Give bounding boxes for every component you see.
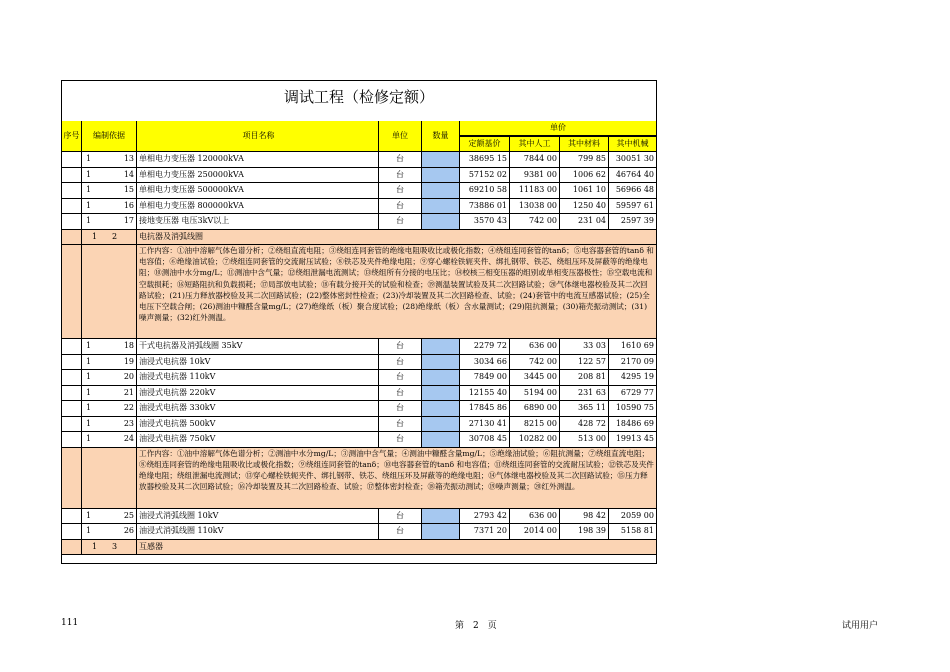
row-no [62, 370, 82, 385]
quantity-input[interactable] [422, 152, 460, 167]
table-row [62, 199, 656, 215]
row-material: 231 63 [560, 386, 609, 401]
row-basis [82, 339, 137, 354]
section-row [62, 230, 656, 246]
row-material: 33 03 [560, 339, 609, 354]
row-material: 208 81 [560, 370, 609, 385]
section-row [62, 540, 656, 556]
quantity-input[interactable] [422, 401, 460, 416]
row-machine: 10590 75 [615, 403, 654, 412]
row-no [62, 524, 82, 539]
row-machine: 46764 40 [615, 169, 654, 179]
table-row [62, 524, 656, 540]
table-header-row-2 [62, 137, 656, 153]
row-machine: 18486 69 [615, 418, 654, 428]
quota-sheet [61, 80, 657, 564]
row-name: 油浸式电抗器 500kV [137, 417, 379, 432]
row-unit: 台 [379, 152, 422, 167]
basis-part-a: 1 [86, 169, 92, 179]
row-basis [82, 355, 137, 370]
table-row [62, 509, 656, 525]
basis-part-b: 24 [123, 434, 134, 443]
row-labor: 7844 00 [510, 152, 560, 167]
quantity-input[interactable] [422, 199, 460, 214]
basis-part-a: 1 [86, 356, 92, 366]
footer-left: 111 [61, 618, 79, 628]
row-material: 513 00 [560, 432, 609, 447]
row-name: 油浸式电抗器 330kV [137, 401, 379, 416]
row-basis [82, 509, 137, 524]
row-material: 1006 62 [560, 168, 609, 183]
header-base: 定额基价 [460, 137, 510, 152]
basis-part-a: 1 [86, 216, 92, 225]
row-basis [82, 168, 137, 183]
basis-part-a: 1 [86, 200, 92, 210]
row-basis [82, 152, 137, 167]
section-part-a: 1 [92, 231, 98, 241]
row-unit: 台 [379, 339, 422, 354]
table-row [62, 152, 656, 168]
basis-part-a: 1 [86, 403, 92, 412]
row-name: 油浸式电抗器 10kV [137, 355, 379, 370]
row-base-price: 7371 20 [460, 524, 510, 539]
row-no [62, 214, 82, 229]
row-unit: 台 [379, 401, 422, 416]
basis-part-b: 18 [123, 341, 134, 350]
section-part-b: 2 [112, 231, 118, 241]
row-name: 油浸式消弧线圈 110kV [137, 524, 379, 539]
row-basis [82, 401, 137, 416]
footer-user: 试用用户 [842, 621, 879, 631]
row-base-price: 57152 02 [460, 168, 510, 183]
table-row [62, 214, 656, 230]
row-basis [82, 417, 137, 432]
row-machine: 5158 81 [620, 526, 654, 535]
header-basis: 编制依据 [82, 121, 137, 152]
row-labor: 636 00 [510, 339, 560, 354]
row-unit: 台 [379, 509, 422, 524]
basis-part-a: 1 [86, 526, 92, 535]
work-content-text: 工作内容：①油中溶解气体色谱分析；②测油中水分mg/L；③测油中含气量；④测油中糠醛含量mg/L；⑤绝缘油试验；⑥阻抗测量；⑦绕组直流电阻；⑧绕组连同套管的绝缘电阻吸收比或极化指数；⑨绕组连同套管的tanδ；⑩电容器套管的tanδ 和电容值；⑪绕组连同套管的交流耐压试验；⑫铁芯及夹件绝缘电阻；绕组泄漏电流测试；⑬穿心螺栓铁轭夹件、绑扎钢带、铁芯、绕组压环及屏蔽等的绝缘电阻；⑭气体继电器校验及其二次回路试验；⑮压力释放器校验及其二次回路试验；⑯冷却装置及其二次回路检查、试验；⑰整体密封检查；⑱箱壳振动测试；⑲噪声测量；⑳红外测温。 [139, 448, 654, 492]
row-basis [82, 199, 137, 214]
table-row [62, 339, 656, 355]
row-basis [82, 386, 137, 401]
row-base-price: 17845 86 [460, 401, 510, 416]
row-no [62, 152, 82, 167]
basis-part-b: 13 [123, 154, 134, 163]
row-machine: 2597 39 [620, 216, 654, 225]
basis-part-b: 16 [123, 200, 134, 210]
row-no [62, 417, 82, 432]
section-name: 电抗器及消弧线圈 [139, 231, 203, 241]
basis-part-b: 15 [123, 185, 134, 194]
basis-part-b: 25 [123, 510, 134, 520]
row-material: 1061 10 [560, 183, 609, 198]
row-machine: 6729 77 [620, 387, 654, 397]
basis-part-b: 20 [123, 372, 134, 381]
quantity-input[interactable] [422, 214, 460, 229]
table-row [62, 183, 656, 199]
row-no [62, 509, 82, 524]
basis-part-a: 1 [86, 372, 92, 381]
basis-part-a: 1 [86, 185, 92, 194]
quota-table [62, 121, 656, 555]
row-base-price: 2793 42 [460, 509, 510, 524]
quantity-input[interactable] [422, 386, 460, 401]
row-unit: 台 [379, 386, 422, 401]
row-base-price: 27130 41 [460, 417, 510, 432]
row-material: 198 39 [560, 524, 609, 539]
row-labor: 742 00 [510, 214, 560, 229]
row-basis [82, 183, 137, 198]
section-name: 互感器 [139, 541, 163, 551]
row-unit: 台 [379, 183, 422, 198]
work-content-row [62, 245, 656, 339]
row-machine: 59597 61 [615, 200, 654, 210]
row-name: 油浸式消弧线圈 10kV [137, 509, 379, 524]
section-no [62, 540, 82, 555]
desc-no [62, 245, 82, 338]
row-basis [82, 524, 137, 539]
quantity-input[interactable] [422, 168, 460, 183]
row-no [62, 355, 82, 370]
row-name: 油浸式电抗器 110kV [137, 370, 379, 385]
row-base-price: 7849 00 [460, 370, 510, 385]
row-material: 365 11 [560, 401, 609, 416]
row-no [62, 199, 82, 214]
row-unit: 台 [379, 168, 422, 183]
row-name: 接地变压器 电压3kV以上 [137, 214, 379, 229]
row-no [62, 401, 82, 416]
row-base-price: 12155 40 [460, 386, 510, 401]
row-no [62, 386, 82, 401]
basis-part-a: 1 [86, 341, 92, 350]
header-price-group: 单价 [460, 121, 656, 136]
row-name: 单相电力变压器 500000kVA [137, 183, 379, 198]
row-material: 98 42 [560, 509, 609, 524]
quantity-input[interactable] [422, 432, 460, 447]
page-title: 调试工程（检修定额） [62, 81, 656, 122]
header-no: 序号 [62, 121, 82, 152]
row-name: 油浸式电抗器 220kV [137, 386, 379, 401]
quantity-input[interactable] [422, 339, 460, 354]
section-part-b: 3 [112, 541, 118, 551]
desc-basis [82, 448, 137, 508]
row-labor: 10282 00 [510, 432, 560, 447]
basis-part-a: 1 [86, 418, 92, 428]
desc-no [62, 448, 82, 508]
row-machine: 19913 45 [615, 434, 654, 443]
row-labor: 636 00 [510, 509, 560, 524]
row-base-price: 38695 15 [460, 152, 510, 167]
section-basis [82, 540, 137, 555]
table-row [62, 168, 656, 184]
header-labor: 其中人工 [510, 137, 560, 152]
row-material: 231 04 [560, 214, 609, 229]
row-material: 1250 40 [560, 199, 609, 214]
row-base-price: 69210 58 [460, 183, 510, 198]
quantity-input[interactable] [422, 509, 460, 524]
row-no [62, 339, 82, 354]
row-unit: 台 [379, 355, 422, 370]
quantity-input[interactable] [422, 370, 460, 385]
row-machine: 1610 69 [620, 341, 654, 350]
work-content-row [62, 448, 656, 509]
basis-part-a: 1 [86, 510, 92, 520]
basis-part-b: 22 [123, 403, 134, 412]
section-no [62, 230, 82, 245]
row-base-price: 2279 72 [460, 339, 510, 354]
row-name: 油浸式电抗器 750kV [137, 432, 379, 447]
header-material: 其中材料 [560, 137, 609, 152]
row-labor: 11183 00 [510, 183, 560, 198]
row-labor: 13038 00 [510, 199, 560, 214]
row-base-price: 3570 43 [460, 214, 510, 229]
row-material: 122 57 [560, 355, 609, 370]
section-part-a: 1 [92, 541, 98, 551]
table-row [62, 401, 656, 417]
row-labor: 6890 00 [510, 401, 560, 416]
table-row [62, 386, 656, 402]
row-labor: 3445 00 [510, 370, 560, 385]
row-material: 428 72 [560, 417, 609, 432]
row-base-price: 30708 45 [460, 432, 510, 447]
row-unit: 台 [379, 214, 422, 229]
row-base-price: 3034 66 [460, 355, 510, 370]
row-base-price: 73886 01 [460, 199, 510, 214]
work-content-text: 工作内容：①油中溶解气体色谱分析；②绕组直流电阻；③绕组连同套管的绝缘电阻吸收比或极化指数；④绕组连同套管的tanδ；⑤电容器套管的tanδ 和电容值；⑥绝缘油试验；⑦绕组连同套管的交流耐压试验；⑧铁芯及夹件绝缘电阻；⑨穿心螺栓铁轭夹件、绑扎钢带、铁芯、绕组压环及屏蔽等的绝缘电阻；⑩测油中水分mg/L；⑪测油中含气量；⑫绕组泄漏电流测试；⑬绕组所有分接的电压比；⑭校核三相变压器的组别或单相变压器极性；⑮空载电流和空载损耗；⑯短路阻抗和负载损耗；⑰局部放电试验；⑱有载分接开关的试验和检查；⑲测温装置试验及其二次回路试验；⑳气体继电器校验及其二次回路试验；(21)压力释放器校验及其二次回路试验；(22)整体密封性检查；(23)冷却装置及其二次回路检查、试验；(24)套管中的电流互感器试验；(25)全电压下空载合闸；(26)测油中糠醛含量mg/L；(27)绝缘纸（板）聚合度试验；(28)绝缘纸（板）含水量测试；(29)阻抗测量；(30)箱壳振动测试；(31)噪声测量；(32)红外测温。 [139, 246, 654, 323]
row-material: 799 85 [560, 152, 609, 167]
row-unit: 台 [379, 417, 422, 432]
section-basis [82, 230, 137, 245]
basis-part-b: 14 [123, 169, 134, 179]
basis-part-b: 23 [123, 418, 134, 428]
basis-part-a: 1 [86, 387, 92, 397]
basis-part-b: 19 [123, 356, 134, 366]
basis-part-b: 26 [123, 526, 134, 535]
basis-part-a: 1 [86, 154, 92, 163]
row-machine: 2059 00 [620, 510, 654, 520]
row-unit: 台 [379, 432, 422, 447]
row-name: 单相电力变压器 120000kVA [137, 152, 379, 167]
row-unit: 台 [379, 199, 422, 214]
header-machine: 其中机械 [609, 137, 656, 152]
row-no [62, 432, 82, 447]
basis-part-b: 21 [123, 387, 134, 397]
row-unit: 台 [379, 370, 422, 385]
row-labor: 742 00 [510, 355, 560, 370]
basis-part-b: 17 [123, 216, 134, 225]
row-labor: 5194 00 [510, 386, 560, 401]
quantity-input[interactable] [422, 417, 460, 432]
quantity-input[interactable] [422, 524, 460, 539]
row-name: 干式电抗器及消弧线圈 35kV [137, 339, 379, 354]
quantity-input[interactable] [422, 183, 460, 198]
table-header-row [62, 121, 656, 140]
table-row [62, 417, 656, 433]
row-machine: 4295 19 [620, 372, 654, 381]
row-machine: 56966 48 [615, 185, 654, 194]
row-machine: 2170 09 [620, 356, 654, 366]
row-no [62, 183, 82, 198]
row-basis [82, 370, 137, 385]
table-row [62, 370, 656, 386]
header-unit: 单位 [379, 121, 422, 152]
row-machine: 30051 30 [615, 154, 654, 163]
row-name: 单相电力变压器 800000kVA [137, 199, 379, 214]
basis-part-a: 1 [86, 434, 92, 443]
quantity-input[interactable] [422, 355, 460, 370]
header-name: 项目名称 [137, 121, 379, 152]
desc-basis [82, 245, 137, 338]
row-name: 单相电力变压器 250000kVA [137, 168, 379, 183]
table-row [62, 355, 656, 371]
row-basis [82, 432, 137, 447]
row-labor: 2014 00 [510, 524, 560, 539]
header-qty: 数量 [422, 121, 460, 152]
table-row [62, 432, 656, 448]
row-basis [82, 214, 137, 229]
footer-page: 第 2 页 [455, 621, 497, 631]
row-unit: 台 [379, 524, 422, 539]
row-labor: 9381 00 [510, 168, 560, 183]
row-no [62, 168, 82, 183]
row-labor: 8215 00 [510, 417, 560, 432]
